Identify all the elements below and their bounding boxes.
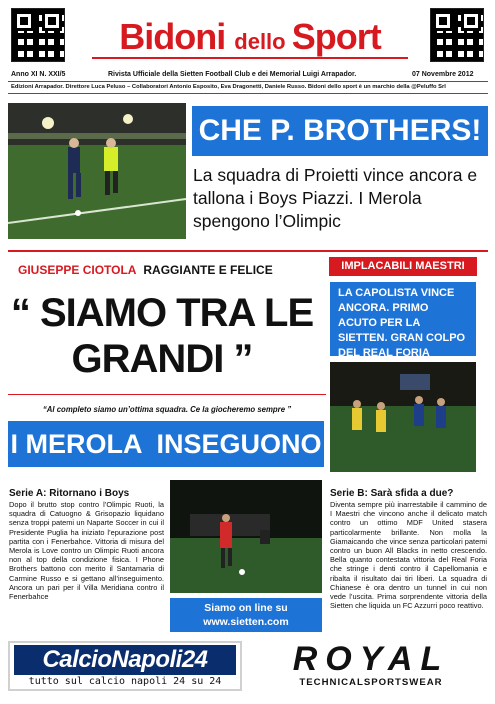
sidebar-photo	[330, 362, 476, 472]
online-box[interactable]	[170, 598, 322, 632]
online-line1: Siamo on line su	[204, 602, 288, 614]
credits: Edizioni Arrapador. Direttore Luca Peluso – Collaboratori Antonio Esposito, Eva Dragonetti, Daniele Russo. Bidoni dello sport è un marchio della @Peluffo Srl	[11, 84, 446, 90]
calcionapoli-tagline: tutto sul calcio napoli 24 su 24	[28, 676, 222, 687]
calcionapoli-logo: CalcioNapoli24	[14, 645, 236, 675]
royal-ad[interactable]	[255, 641, 487, 691]
interview-rule	[8, 394, 326, 395]
qr-code-left	[11, 8, 65, 62]
masthead-bidoni: Bidoni	[119, 16, 235, 57]
interview-kicker	[18, 263, 273, 277]
interview-kicker-text: RAGGIANTE E FELICE	[143, 263, 273, 277]
col-a-title: Serie A: Ritornano i Boys	[9, 488, 130, 499]
sidebar-box: LA CAPOLISTA VINCE ANCORA. PRIMO ACUTO PER LA SIETTEN. GRAN COLPO DEL REAL FORIA	[330, 282, 476, 356]
tagline: Rivista Ufficiale della Sietten Football Club e dei Memorial Luigi Arrapador.	[108, 71, 357, 78]
section-rule	[8, 250, 488, 252]
masthead-dello: dello	[234, 29, 292, 54]
sidebar-label: IMPLACABILI MAESTRI	[329, 257, 477, 276]
lead-photo	[8, 103, 186, 239]
center-photo	[170, 480, 322, 593]
lead-headline: CHE P. BROTHERS!	[192, 106, 488, 156]
masthead-sport: Sport	[291, 16, 381, 57]
credits-rule	[8, 93, 488, 94]
col-b-title: Serie B: Sarà sfida a due?	[330, 488, 454, 499]
interview-quote: “Al completo siamo un’ottima squadra. Ce la giocheremo sempre ”	[42, 405, 292, 414]
interview-name: GIUSEPPE CIOTOLA	[18, 263, 137, 277]
masthead-rule	[92, 57, 408, 59]
col-b-body: Diventa sempre più inarrestabile il cammino de I Maestri che vincono anche il delicato match contro un ottimo MDF United stasera particolarmente brillante. Non molla la Giamaicando che vince senza particolari patemi contro un buon All Blacks in netto crescendo. Bella quanto contestata vittoria del Real Foria che stringe i denti contro il Capellomania e ribalta il risultato dai tiri liberi. La squadra di Chianese è ora dentro un tunnel in cui non vede l’uscita. Prima sorprendente vittoria della Sietten che liquida un FC Azzurri poco reattivo.	[330, 500, 487, 611]
merola-headline: I MEROLA INSEGUONO	[8, 421, 324, 467]
qr-code-right	[430, 8, 484, 62]
col-a-body: Dopo il brutto stop contro l’Olimpic Ruoti, la squadra di Catuogno & Grisopazio liquidano senza troppi patemi un Naparte Soccer in cui il Presidente Puglia ha iniziato l’epurazione post partita con i Fenerbahce. Vittoria di misura del Merola is Love contro un Olimpic Ruoti ancora non al top della condizione fisica. I Phone Brothers battono con merito il Santamaria di Carmine Russo e si gettano all’inseguimento. Ancora un pari per il Villa Meridiana contro il Fenerbahce	[9, 500, 164, 602]
issue-date: 07 Novembre 2012	[412, 71, 474, 78]
masthead	[90, 16, 410, 58]
royal-logo: ROYAL	[292, 640, 450, 678]
issue-number: Anno XI N. XXI/5	[11, 71, 66, 78]
calcionapoli-ad[interactable]	[8, 641, 242, 691]
interview-headline: “ SIAMO TRA LE GRANDI ”	[10, 291, 314, 381]
royal-tagline: TECHNICALSPORTSWEAR	[299, 677, 443, 688]
meta-rule	[8, 81, 488, 82]
online-link[interactable]: www.sietten.com	[203, 616, 289, 628]
lead-subhead: La squadra di Proietti vince ancora e tallona i Boys Piazzi. I Merola spengono l’Olimpic	[193, 165, 478, 231]
